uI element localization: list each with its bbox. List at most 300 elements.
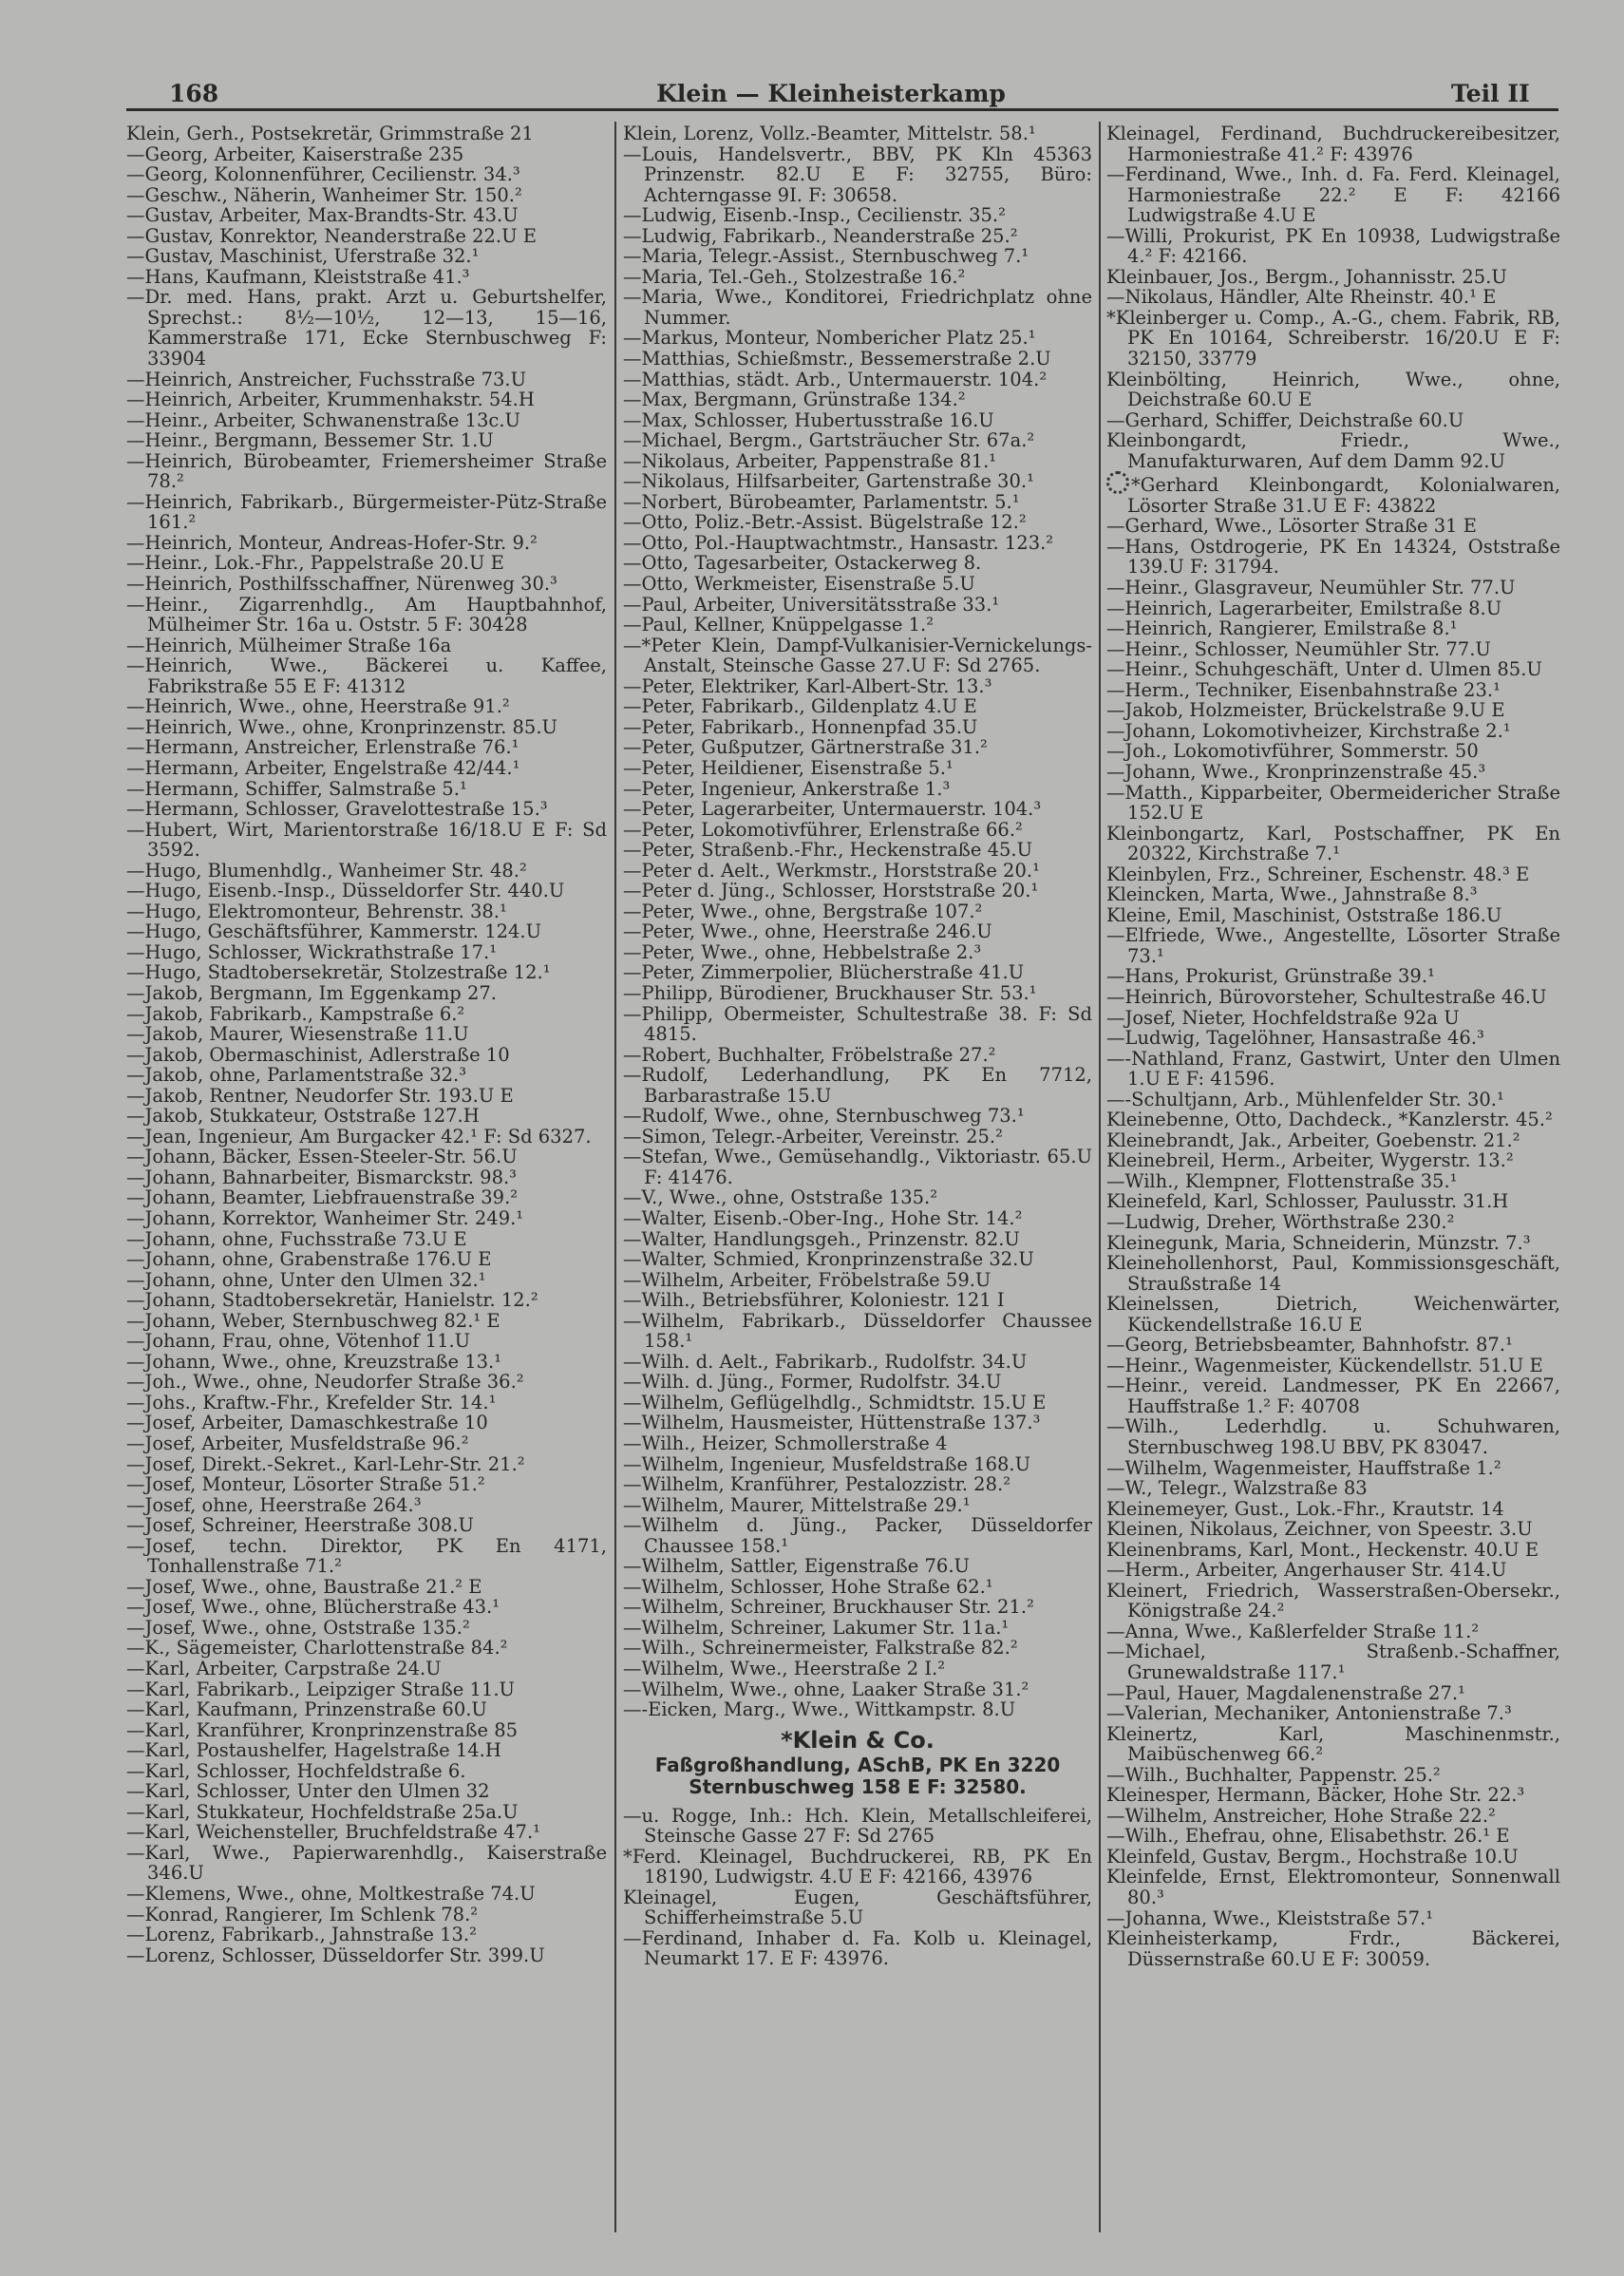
directory-entry bbox=[623, 1556, 1092, 1577]
directory-entry bbox=[126, 389, 607, 410]
entry-text: —Wilhelm, Anstreicher, Hohe Straße 22.² bbox=[1106, 1804, 1496, 1827]
directory-entry bbox=[623, 430, 1092, 451]
directory-entry bbox=[1106, 884, 1560, 905]
entry-text: —Simon, Telegr.-Arbeiter, Vereinstr. 25.² bbox=[623, 1125, 1003, 1147]
directory-entry bbox=[1106, 1724, 1560, 1765]
entry-text: —Karl, Fabrikarb., Leipziger Straße 11.U bbox=[126, 1678, 515, 1700]
entry-text: —Hermann, Schiffer, Salmstraße 5.¹ bbox=[126, 777, 467, 800]
entry-text: —Josef, Nieter, Hochfeldstraße 92a U bbox=[1106, 1006, 1460, 1029]
entry-text: —Otto, Werkmeister, Eisenstraße 5.U bbox=[623, 573, 975, 596]
entry-text: *Ferd. Kleinagel, Buchdruckerei, RB, PK En 18190, Ludwigstr. 4.U E F: 42166, 43976 bbox=[623, 1845, 1092, 1888]
entry-text: —Geschw., Näherin, Wanheimer Str. 150.² bbox=[126, 183, 522, 206]
directory-entry bbox=[126, 164, 607, 185]
directory-entry bbox=[623, 1806, 1092, 1847]
directory-entry bbox=[126, 779, 607, 800]
directory-entry bbox=[623, 1928, 1092, 1969]
directory-entry bbox=[126, 921, 607, 942]
firm-line: Sternbuschweg 158 E F: 32580. bbox=[689, 1774, 1027, 1798]
entry-text: Klein, Gerh., Postsekretär, Grimmstraße 21 bbox=[126, 123, 534, 144]
entry-text: —Karl, Kranführer, Kronprinzenstraße 85 bbox=[126, 1718, 519, 1741]
entry-text: Kleinesper, Hermann, Bäcker, Hohe Str. 22.³ bbox=[1106, 1784, 1525, 1807]
entry-text: —Johann, Wwe., Kronprinzenstraße 45.³ bbox=[1106, 760, 1486, 783]
directory-entry bbox=[623, 758, 1092, 779]
running-title: Klein — Kleinheisterkamp bbox=[656, 80, 1006, 107]
directory-entry bbox=[126, 942, 607, 963]
directory-entry bbox=[623, 1413, 1092, 1433]
directory-entry bbox=[126, 1086, 607, 1107]
entry-text: —Paul, Kellner, Knüppelgasse 1.² bbox=[623, 614, 935, 636]
entry-text: Kleinebrandt, Jak., Arbeiter, Goebenstr. 21.² bbox=[1106, 1129, 1520, 1151]
entry-text: —Heinr., Wagenmeister, Kückendellstr. 51.U E bbox=[1106, 1354, 1543, 1376]
entry-text: —Philipp, Obermeister, Schultestraße 38. F: Sd 4815. bbox=[623, 1002, 1092, 1046]
directory-entry bbox=[1106, 1683, 1560, 1704]
directory-entry bbox=[1106, 1416, 1560, 1457]
directory-entry bbox=[126, 430, 607, 451]
directory-entry bbox=[126, 983, 607, 1004]
directory-entry bbox=[1106, 1253, 1560, 1294]
directory-entry bbox=[1106, 164, 1560, 226]
entry-text: —Gustav, Arbeiter, Max-Brandts-Str. 43.U bbox=[126, 204, 519, 227]
entry-text: Kleinemeyer, Gust., Lok.-Fhr., Krautstr. 14 bbox=[1106, 1497, 1504, 1520]
directory-entry bbox=[1106, 783, 1560, 824]
entry-text: —Nikolaus, Hilfsarbeiter, Gartenstraße 30.¹ bbox=[623, 470, 1034, 493]
entry-text: —Hans, Ostdrogerie, PK En 14324, Oststraße 139.U F: 31794. bbox=[1106, 535, 1560, 578]
entry-text: —Johann, Weber, Sternbuschweg 82.¹ E bbox=[126, 1309, 500, 1332]
directory-entry bbox=[623, 1290, 1092, 1311]
directory-entry bbox=[126, 1413, 607, 1433]
directory-entry bbox=[126, 799, 607, 820]
directory-entry bbox=[623, 512, 1092, 533]
entry-text: —Hugo, Eisenb.-Insp., Düsseldorfer Str. 440.U bbox=[126, 880, 565, 902]
entry-text: —Wilhelm, Hausmeister, Hüttenstraße 137.³ bbox=[623, 1412, 1041, 1434]
directory-entry bbox=[623, 1147, 1092, 1187]
directory-entry bbox=[623, 696, 1092, 717]
directory-entry bbox=[126, 492, 607, 533]
directory-entry bbox=[126, 595, 607, 635]
column-2-entries-after-firm bbox=[623, 1806, 1092, 1969]
entry-text: —Joh., Wwe., ohne, Neudorfer Straße 36.² bbox=[126, 1371, 524, 1394]
directory-entry bbox=[1106, 659, 1560, 680]
entry-text: —Herm., Arbeiter, Angerhauser Str. 414.U bbox=[1106, 1559, 1507, 1582]
firm-advertisement bbox=[623, 1726, 1092, 1798]
directory-entry bbox=[1106, 226, 1560, 267]
entry-text: —Wilhelm, Wagenmeister, Hauffstraße 1.² bbox=[1106, 1456, 1501, 1479]
directory-entry bbox=[126, 1474, 607, 1495]
entry-text: —Otto, Tagesarbeiter, Ostackerweg 8. bbox=[623, 552, 982, 575]
directory-entry bbox=[126, 1905, 607, 1925]
entry-text: —Heinr., Schuhgeschäft, Unter d. Ulmen 85.U bbox=[1106, 658, 1542, 681]
directory-entry bbox=[623, 1045, 1092, 1066]
directory-entry bbox=[1106, 1335, 1560, 1356]
directory-entry bbox=[623, 1127, 1092, 1147]
entry-text: —Rudolf, Wwe., ohne, Sternbuschweg 73.¹ bbox=[623, 1105, 1025, 1128]
entry-text: —Matthias, Schießmstr., Bessemerstraße 2.U bbox=[623, 348, 1051, 370]
entry-text: —Lorenz, Schlosser, Düsseldorfer Str. 399.U bbox=[126, 1944, 545, 1966]
entry-text: —Hermann, Anstreicher, Erlenstraße 76.¹ bbox=[126, 736, 519, 759]
entry-text: —Wilhelm, Wwe., Heerstraße 2 I.² bbox=[623, 1658, 946, 1680]
column-divider bbox=[1099, 122, 1101, 2232]
directory-entry bbox=[126, 287, 607, 369]
directory-entry bbox=[126, 1311, 607, 1332]
directory-entry bbox=[126, 1004, 607, 1025]
directory-entry bbox=[1106, 1049, 1560, 1090]
entry-text: —Wilh., Klempner, Flottenstraße 35.¹ bbox=[1106, 1169, 1458, 1192]
directory-entry bbox=[623, 820, 1092, 841]
directory-entry bbox=[623, 1311, 1092, 1352]
directory-entry bbox=[126, 962, 607, 983]
entry-text: Kleinertz, Karl, Maschinenmstr., Maibüschenweg 66.² bbox=[1106, 1722, 1560, 1766]
directory-entry bbox=[126, 410, 607, 431]
entry-text: Kleinbauer, Jos., Bergm., Johannisstr. 25.U bbox=[1106, 265, 1507, 288]
directory-entry bbox=[623, 1372, 1092, 1393]
directory-entry bbox=[126, 1822, 607, 1843]
entry-text: Kleinfeld, Gustav, Bergm., Hochstraße 10.U bbox=[1106, 1845, 1519, 1868]
entry-text: —Josef, Arbeiter, Musfeldstraße 96.² bbox=[126, 1432, 469, 1454]
directory-entry bbox=[623, 553, 1092, 574]
entry-text: —Gustav, Maschinist, Uferstraße 32.¹ bbox=[126, 245, 480, 268]
entry-text: Kleinebreil, Herm., Arbeiter, Wygerstr. 13.² bbox=[1106, 1149, 1514, 1172]
entry-text: Klein, Lorenz, Vollz.-Beamter, Mittelstr. 58.¹ bbox=[623, 123, 1036, 144]
entry-text: —Herm., Techniker, Eisenbahnstraße 23.¹ bbox=[1106, 678, 1501, 701]
directory-entry bbox=[1106, 370, 1560, 410]
directory-entry bbox=[623, 1597, 1092, 1618]
directory-entry bbox=[126, 370, 607, 390]
entry-text: Kleinbongartz, Karl, Postschaffner, PK En 20322, Kirchstraße 7.¹ bbox=[1106, 822, 1560, 865]
directory-entry bbox=[623, 328, 1092, 349]
entry-text: —Johann, Wwe., ohne, Kreuzstraße 13.¹ bbox=[126, 1350, 502, 1373]
directory-entry bbox=[126, 246, 607, 267]
entry-text: —Heinr., vereid. Landmesser, PK En 22667, Hauffstraße 1.² F: 40708 bbox=[1106, 1375, 1560, 1417]
entry-text: —Ludwig, Tagelöhner, Hansastraße 46.³ bbox=[1106, 1027, 1484, 1050]
directory-entry bbox=[1106, 1028, 1560, 1049]
directory-entry bbox=[623, 1393, 1092, 1413]
directory-entry bbox=[126, 1618, 607, 1639]
directory-entry bbox=[1106, 1171, 1560, 1192]
entry-text: —Jakob, Rentner, Neudorfer Str. 193.U E bbox=[126, 1084, 514, 1107]
directory-entry bbox=[126, 1597, 607, 1618]
entry-text: —Ludwig, Dreher, Wörthstraße 230.² bbox=[1106, 1210, 1455, 1233]
entry-text: Kleinegunk, Maria, Schneiderin, Münzstr. 7.³ bbox=[1106, 1231, 1531, 1254]
column-3 bbox=[1106, 123, 1560, 1969]
directory-entry bbox=[623, 1208, 1092, 1229]
entry-text: —Heinrich, Mülheimer Straße 16a bbox=[126, 634, 452, 656]
entry-text: Kleinheisterkamp, Frdr., Bäckerei, Düssernstraße 60.U E F: 30059. bbox=[1106, 1927, 1560, 1970]
directory-entry bbox=[126, 635, 607, 656]
directory-entry bbox=[1106, 639, 1560, 660]
entry-text: —Wilh., Betriebsführer, Koloniestr. 121 I bbox=[623, 1289, 1005, 1312]
entry-text: —Wilhelm, Arbeiter, Fröbelstraße 59.U bbox=[623, 1268, 991, 1291]
entry-text: —Ludwig, Eisenb.-Insp., Cecilienstr. 35.² bbox=[623, 204, 1006, 227]
directory-entry bbox=[623, 1495, 1092, 1516]
entry-text: —Karl, Weichensteller, Bruchfeldstraße 47.¹ bbox=[126, 1821, 540, 1844]
entry-text: —Jakob, ohne, Parlamentstraße 32.³ bbox=[126, 1064, 467, 1087]
entry-text: —Peter, Wwe., ohne, Heerstraße 246.U bbox=[623, 920, 992, 943]
entry-text: —Peter d. Jüng., Schlosser, Horststraße 20.¹ bbox=[623, 880, 1039, 902]
directory-entry bbox=[126, 655, 607, 696]
directory-entry bbox=[126, 1843, 607, 1884]
entry-text: —Wilhelm, Schreiner, Lakumer Str. 11a.¹ bbox=[623, 1616, 1010, 1639]
directory-entry bbox=[126, 1536, 607, 1577]
directory-entry bbox=[1106, 410, 1560, 431]
directory-entry bbox=[1106, 1130, 1560, 1151]
directory-entry bbox=[126, 267, 607, 288]
entry-text: Kleinenbrams, Karl, Mont., Heckenstr. 40.U E bbox=[1106, 1538, 1539, 1561]
directory-entry bbox=[1106, 1581, 1560, 1622]
directory-entry bbox=[126, 1433, 607, 1454]
directory-entry bbox=[1106, 741, 1560, 762]
directory-entry bbox=[623, 1618, 1092, 1639]
directory-entry bbox=[623, 389, 1092, 410]
column-1 bbox=[126, 123, 607, 1965]
entry-text: —Otto, Poliz.-Betr.-Assist. Bügelstraße 12.² bbox=[623, 511, 1027, 534]
entry-text: —Heinr., Zigarrenhdlg., Am Hauptbahnhof, Mülheimer Str. 16a u. Oststr. 5 F: 30428 bbox=[126, 593, 607, 636]
header-rule bbox=[126, 108, 1558, 111]
directory-entry bbox=[623, 246, 1092, 267]
entry-text: —Maria, Wwe., Konditorei, Friedrichplatz ohne Nummer. bbox=[623, 286, 1092, 329]
wreath-logo-icon bbox=[1106, 471, 1129, 494]
directory-entry bbox=[623, 451, 1092, 472]
entry-text: —Heinrich, Monteur, Andreas-Hofer-Str. 9.² bbox=[126, 531, 538, 554]
directory-entry bbox=[126, 1495, 607, 1516]
entry-text: —Josef, Arbeiter, Damaschkestraße 10 bbox=[126, 1412, 488, 1434]
entry-text: —Hugo, Schlosser, Wickrathstraße 17.¹ bbox=[126, 940, 498, 963]
directory-entry bbox=[623, 1699, 1092, 1720]
directory-entry bbox=[126, 1761, 607, 1782]
entry-text: —Heinr., Lok.-Fhr., Pappelstraße 20.U E bbox=[126, 552, 504, 575]
entry-text: Kleinelssen, Dietrich, Weichenwärter, Kückendellstraße 16.U E bbox=[1106, 1293, 1560, 1336]
entry-text: —Hans, Prokurist, Grünstraße 39.¹ bbox=[1106, 965, 1435, 988]
entry-text: —Konrad, Rangierer, Im Schlenk 78.² bbox=[126, 1903, 479, 1925]
entry-text: —Georg, Betriebsbeamter, Bahnhofstr. 87.¹ bbox=[1106, 1334, 1513, 1356]
entry-text: —Wilh., Schreinermeister, Falkstraße 82.² bbox=[623, 1637, 1018, 1660]
directory-entry bbox=[623, 1847, 1092, 1887]
entry-text: —Wilhelm d. Jüng., Packer, Düsseldorfer Chaussee 158.¹ bbox=[623, 1514, 1092, 1557]
entry-text: —Johann, ohne, Unter den Ulmen 32.¹ bbox=[126, 1268, 486, 1291]
directory-entry bbox=[1106, 824, 1560, 864]
directory-entry bbox=[126, 1249, 607, 1270]
entry-text: —Walter, Eisenb.-Ober-Ing., Hohe Str. 14.² bbox=[623, 1206, 1023, 1229]
directory-entry bbox=[126, 553, 607, 574]
entry-text: —Heinrich, Anstreicher, Fuchsstraße 73.U bbox=[126, 368, 527, 390]
entry-text: —Karl, Schlosser, Unter den Ulmen 32 bbox=[126, 1780, 490, 1803]
entry-text: —Maria, Tel.-Geh., Stolzestraße 16.² bbox=[623, 265, 966, 288]
entry-text: —Michael, Bergm., Gartsträucher Str. 67a.² bbox=[623, 429, 1035, 452]
directory-entry bbox=[126, 226, 607, 247]
directory-entry bbox=[126, 1638, 607, 1659]
directory-entry bbox=[1106, 1294, 1560, 1335]
entry-text: —Wilhelm, Geflügelhdlg., Schmidtstr. 15.U E bbox=[623, 1391, 1047, 1413]
directory-entry bbox=[126, 451, 607, 492]
directory-entry bbox=[623, 717, 1092, 738]
directory-entry bbox=[1106, 1867, 1560, 1907]
entry-text: —Peter, Elektriker, Karl-Albert-Str. 13.³ bbox=[623, 674, 992, 697]
entry-text: —Wilh., Lederhdlg. u. Schuhwaren, Sternbuschweg 198.U BBV, PK 83047. bbox=[1106, 1415, 1560, 1458]
entry-text: —Wilhelm, Wwe., ohne, Laaker Straße 31.² bbox=[623, 1678, 1029, 1700]
directory-entry bbox=[623, 471, 1092, 492]
directory-entry bbox=[126, 1290, 607, 1311]
entry-text: —Wilh. d. Jüng., Former, Rudolfstr. 34.U bbox=[623, 1371, 1002, 1394]
directory-entry bbox=[126, 1393, 607, 1413]
entry-text: —Stefan, Wwe., Gemüsehandlg., Viktoriastr. 65.U F: 41476. bbox=[623, 1146, 1092, 1188]
directory-entry bbox=[1106, 1090, 1560, 1110]
entry-text: —Peter, Wwe., ohne, Hebbelstraße 2.³ bbox=[623, 940, 982, 963]
entry-text: —Wilhelm, Schlosser, Hohe Straße 62.¹ bbox=[623, 1575, 993, 1598]
directory-entry bbox=[1106, 1641, 1560, 1682]
entry-text: —Wilhelm, Kranführer, Pestalozzistr. 28.² bbox=[623, 1473, 1011, 1496]
entry-text: —Peter, Lagerarbeiter, Untermauerstr. 104.³ bbox=[623, 798, 1042, 821]
directory-entry bbox=[126, 820, 607, 861]
entry-text: —Walter, Handlungsgeh., Prinzenstr. 82.U bbox=[623, 1227, 1020, 1250]
entry-text: —Matthias, städt. Arb., Untermauerstr. 104.² bbox=[623, 368, 1048, 390]
directory-entry bbox=[126, 1740, 607, 1761]
entry-text: —Karl, Wwe., Papierwarenhdlg., Kaiserstraße 346.U bbox=[126, 1841, 607, 1885]
directory-entry bbox=[126, 737, 607, 758]
entry-text: —Jakob, Stukkateur, Oststraße 127.H bbox=[126, 1105, 480, 1128]
entry-text: —Wilh., Ehefrau, ohne, Elisabethstr. 26.¹ E bbox=[1106, 1825, 1510, 1848]
entry-text: Kleinfelde, Ernst, Elektromonteur, Sonnenwall 80.³ bbox=[1106, 1866, 1560, 1909]
directory-entry bbox=[126, 574, 607, 595]
directory-entry bbox=[1106, 1458, 1560, 1479]
entry-text: —Johann, ohne, Grabenstraße 176.U E bbox=[126, 1248, 492, 1271]
part-label: Teil II bbox=[1451, 80, 1530, 107]
entry-text: —Jakob, Fabrikarb., Kampstraße 6.² bbox=[126, 1002, 465, 1025]
directory-entry bbox=[126, 1659, 607, 1679]
entry-text: —Jakob, Bergmann, Im Eggenkamp 27. bbox=[126, 981, 497, 1004]
directory-entry bbox=[623, 349, 1092, 370]
entry-text: —Heinrich, Lagerarbeiter, Emilstraße 8.U bbox=[1106, 597, 1502, 619]
entry-text: —Jakob, Maurer, Wiesenstraße 11.U bbox=[126, 1023, 469, 1046]
entry-text: —Paul, Hauer, Magdalenenstraße 27.¹ bbox=[1106, 1681, 1465, 1704]
directory-entry bbox=[623, 1474, 1092, 1495]
directory-entry bbox=[1106, 1212, 1560, 1233]
entry-text: —-Eicken, Marg., Wwe., Wittkampstr. 8.U bbox=[623, 1698, 1016, 1721]
directory-entry bbox=[126, 144, 607, 165]
directory-entry bbox=[623, 226, 1092, 247]
entry-text: —Markus, Monteur, Nombericher Platz 25.¹ bbox=[623, 327, 1036, 350]
entry-text: —Peter, Fabrikarb., Honnenpfad 35.U bbox=[623, 715, 978, 738]
directory-entry bbox=[623, 1187, 1092, 1208]
entry-text: —Wilhelm, Fabrikarb., Düsseldorfer Chaussee 158.¹ bbox=[623, 1309, 1092, 1353]
entry-text: —V., Wwe., ohne, Oststraße 135.² bbox=[623, 1186, 938, 1209]
directory-entry bbox=[623, 533, 1092, 554]
directory-entry bbox=[1106, 1560, 1560, 1581]
directory-entry bbox=[623, 1106, 1092, 1127]
directory-entry bbox=[1106, 1233, 1560, 1254]
directory-entry bbox=[126, 1106, 607, 1127]
directory-entry bbox=[1106, 1622, 1560, 1642]
entry-text: —Louis, Handelsvertr., BBV, PK Kln 45363 Prinzenstr. 82.U E F: 32755, Büro: Achterngasse 9I. F: 30658. bbox=[623, 142, 1092, 206]
entry-text: —W., Telegr., Walzstraße 83 bbox=[1106, 1477, 1368, 1500]
directory-entry bbox=[623, 737, 1092, 758]
directory-entry bbox=[1106, 1785, 1560, 1806]
directory-entry bbox=[126, 123, 607, 144]
directory-entry bbox=[1106, 1519, 1560, 1540]
entry-text: —Walter, Schmied, Kronprinzenstraße 32.U bbox=[623, 1248, 1034, 1271]
directory-entry bbox=[1106, 1375, 1560, 1416]
directory-entry bbox=[126, 1024, 607, 1045]
entry-text: —Gustav, Konrektor, Neanderstraße 22.U E bbox=[126, 224, 537, 247]
directory-entry bbox=[623, 370, 1092, 390]
directory-entry bbox=[1106, 1928, 1560, 1969]
directory-entry bbox=[1106, 267, 1560, 288]
directory-entry bbox=[623, 123, 1092, 144]
entry-text: —Otto, Pol.-Hauptwachtmstr., Hansastr. 123.² bbox=[623, 531, 1054, 554]
directory-entry bbox=[623, 1638, 1092, 1659]
column-divider bbox=[614, 122, 616, 2232]
directory-entry bbox=[126, 758, 607, 779]
directory-entry bbox=[623, 1229, 1092, 1250]
entry-text: —Johann, Bäcker, Essen-Steeler-Str. 56.U bbox=[126, 1146, 518, 1168]
entry-text: —Peter, Wwe., ohne, Bergstraße 107.² bbox=[623, 900, 983, 922]
entry-text: —Johann, ohne, Fuchsstraße 73.U E bbox=[126, 1227, 467, 1250]
entry-text: *Kleinberger u. Comp., A.-G., chem. Fabrik, RB, PK En 10164, Schreiberstr. 16/20.U E F: 32150, 33779 bbox=[1106, 306, 1560, 370]
entry-text: —Wilh., Heizer, Schmollerstraße 4 bbox=[623, 1432, 948, 1454]
entry-text: —Joh., Lokomotivführer, Sommerstr. 50 bbox=[1106, 740, 1479, 763]
entry-text: —Karl, Postaushelfer, Hagelstraße 14.H bbox=[126, 1739, 501, 1762]
directory-entry bbox=[1106, 1356, 1560, 1376]
entry-text: —Johann, Korrektor, Wanheimer Str. 249.¹ bbox=[126, 1206, 524, 1229]
directory-entry bbox=[623, 1352, 1092, 1373]
entry-text: —Max, Bergmann, Grünstraße 134.² bbox=[623, 389, 966, 411]
entry-text: —Josef, Monteur, Lösorter Straße 51.² bbox=[126, 1473, 485, 1496]
entry-text: —Robert, Buchhalter, Fröbelstraße 27.² bbox=[623, 1043, 996, 1066]
entry-text: Kleinen, Nikolaus, Zeichner, von Speestr. 3.U bbox=[1106, 1518, 1533, 1541]
directory-entry bbox=[623, 1065, 1092, 1106]
directory-entry bbox=[126, 1045, 607, 1066]
directory-entry bbox=[126, 1352, 607, 1373]
entry-text: —Rudolf, Lederhandlung, PK En 7712, Barbarastraße 15.U bbox=[623, 1064, 1092, 1107]
directory-entry bbox=[126, 1065, 607, 1086]
entry-text: —Peter, Zimmerpolier, Blücherstraße 41.U bbox=[623, 961, 1025, 984]
entry-text: —Hermann, Arbeiter, Engelstraße 42/44.¹ bbox=[126, 756, 520, 779]
directory-entry bbox=[126, 1331, 607, 1352]
entry-text: —Josef, Wwe., ohne, Blücherstraße 43.¹ bbox=[126, 1596, 500, 1619]
directory-entry bbox=[623, 635, 1092, 676]
entry-text: —Peter, Heildiener, Eisenstraße 5.¹ bbox=[623, 756, 954, 779]
directory-entry bbox=[126, 1802, 607, 1823]
directory-entry bbox=[1106, 430, 1560, 471]
directory-entry bbox=[1106, 537, 1560, 578]
directory-entry bbox=[126, 1720, 607, 1741]
directory-entry bbox=[126, 1577, 607, 1598]
entry-text: —Josef, Schreiner, Heerstraße 308.U bbox=[126, 1514, 474, 1537]
directory-entry bbox=[1106, 1703, 1560, 1724]
directory-entry bbox=[126, 901, 607, 922]
directory-entry bbox=[623, 1577, 1092, 1598]
entry-text: —Johs., Kraftw.-Fhr., Krefelder Str. 14.¹ bbox=[126, 1391, 497, 1413]
directory-entry bbox=[623, 942, 1092, 963]
directory-entry bbox=[623, 901, 1092, 922]
directory-entry bbox=[623, 1433, 1092, 1454]
entry-text: —Johann, Lokomotivheizer, Kirchstraße 2.¹ bbox=[1106, 719, 1511, 742]
entry-text: —Hugo, Geschäftsführer, Kammerstr. 124.U bbox=[126, 920, 542, 943]
directory-entry bbox=[126, 1679, 607, 1700]
directory-entry bbox=[623, 676, 1092, 697]
directory-entry bbox=[1106, 123, 1560, 164]
entry-text: —Ferdinand, Wwe., Inh. d. Fa. Ferd. Kleinagel, Harmoniestraße 22.² E F: 42166 Ludwigstraße 4.U E bbox=[1106, 163, 1560, 227]
entry-text: Kleinbylen, Frz., Schreiner, Eschenstr. 48.³ E bbox=[1106, 863, 1530, 885]
entry-text: —Klemens, Wwe., ohne, Moltkestraße 74.U bbox=[126, 1883, 536, 1906]
directory-entry bbox=[623, 595, 1092, 616]
entry-text: —Hugo, Blumenhdlg., Wanheimer Str. 48.² bbox=[126, 859, 527, 882]
entry-text: —Peter, Ingenieur, Ankerstraße 1.³ bbox=[623, 777, 951, 800]
entry-text: —Georg, Arbeiter, Kaiserstraße 235 bbox=[126, 142, 464, 165]
entry-text: —Heinrich, Bürobeamter, Friemersheimer Straße 78.² bbox=[126, 449, 607, 493]
directory-entry bbox=[623, 1515, 1092, 1556]
directory-entry bbox=[126, 1147, 607, 1167]
entry-text: —-Nathland, Franz, Gastwirt, Unter den Ulmen 1.U E F: 41596. bbox=[1106, 1047, 1560, 1091]
directory-entry bbox=[623, 205, 1092, 226]
